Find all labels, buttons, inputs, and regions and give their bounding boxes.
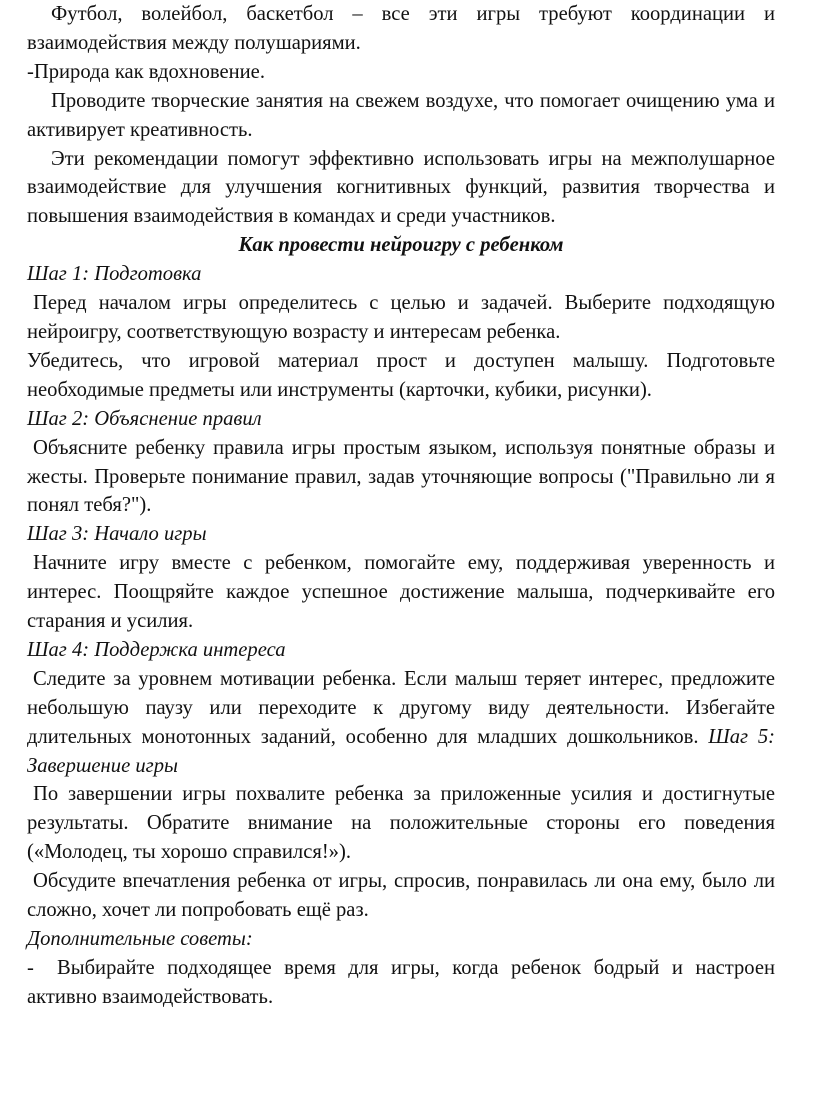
tips-item-1-text: Выбирайте подходящее время для игры, когда ребенок бодрый и настроен активно взаимодействовать.: [27, 956, 775, 1008]
step-5-text-2: Обсудите впечатления ребенка от игры, спросив, понравилась ли она ему, было ли сложно, хочет ли попробовать ещё раз.: [27, 870, 775, 922]
document-page: [27, 0, 775, 1012]
step-5-text: По завершении игры похвалите ребенка за приложенные усилия и достигнутые результаты. Обратите внимание на положительные стороны его поведения («Молодец, ты хорошо справился!»).: [27, 783, 775, 864]
step-1-title: Шаг 1: Подготовка: [27, 263, 202, 286]
step-3-title: Шаг 3: Начало игры: [27, 523, 207, 546]
step-1-text: Перед началом игры определитесь с целью и задачей. Выберите подходящую нейроигру, соответствующую возрасту и интересам ребенка.: [27, 292, 775, 343]
step-3-text: Начните игру вместе с ребенком, помогайте ему, поддерживая уверенность и интерес. Поощряйте каждое успешное достижение малыша, подчеркивайте его старания и усилия.: [27, 552, 775, 633]
step-5-title: Шаг 5: Завершение игры: [27, 725, 775, 777]
tips-item-1: [27, 954, 775, 1012]
paragraph-recommendations: Эти рекомендации помогут эффективно использовать игры на межполушарное взаимодействие для улучшения когнитивных функций, развития творчества и повышения взаимодействия в командах и среди участников.: [27, 147, 775, 228]
paragraph-nature-heading: -Природа как вдохновение.: [27, 60, 265, 83]
step-2-text: Объясните ребенку правила игры простым языком, используя понятные образы и жесты. Проверьте понимание правил, задав уточняющие вопросы ("Правильно ли я понял тебя?").: [27, 436, 775, 517]
step-2-title: Шаг 2: Объяснение правил: [27, 407, 262, 430]
paragraph-outdoor: Проводите творческие занятия на свежем воздухе, что помогает очищению ума и активирует креативность.: [27, 89, 775, 141]
step-4-title: Шаг 4: Поддержка интереса: [27, 638, 286, 661]
paragraph-sports: Футбол, волейбол, баскетбол – все эти игры требуют координации и взаимодействия между полушариями.: [27, 3, 775, 54]
step-4-text: [27, 665, 775, 781]
tips-title: Дополнительные советы:: [27, 928, 253, 950]
step-4-text-body: Следите за уровнем мотивации ребенка. Если малыш теряет интерес, предложите небольшую паузу или переходите к другому виду деятельности. Избегайте длительных монотонных заданий, особенно для младших дошкольников.: [27, 667, 775, 748]
step-1-text-2: Убедитесь, что игровой материал прост и доступен малышу. Подготовьте необходимые предметы или инструменты (карточки, кубики, рисунки).: [27, 349, 775, 401]
section-heading: Как провести нейроигру с ребенком: [238, 234, 564, 257]
bullet-dash: -: [27, 956, 34, 979]
